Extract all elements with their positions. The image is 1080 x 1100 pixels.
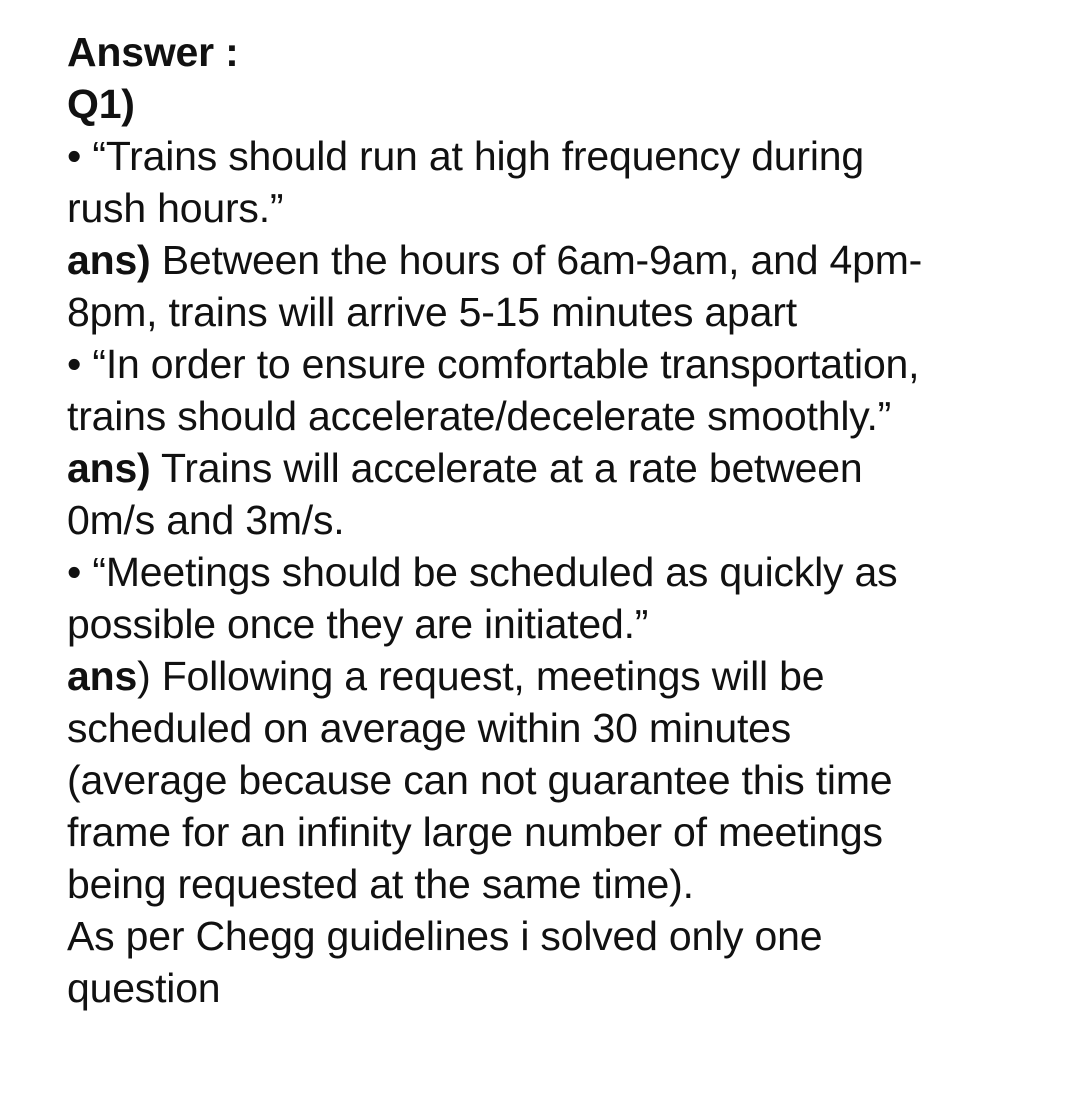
ans-prefix: ans) — [67, 237, 151, 283]
answer-line: 8pm, trains will arrive 5-15 minutes apart — [67, 289, 797, 335]
bullet-icon: • — [67, 341, 82, 387]
requirement-item — [67, 546, 1067, 910]
answer-line: frame for an infinity large number of meetings — [67, 809, 883, 855]
requirement-quote-line: trains should accelerate/decelerate smoothly.” — [67, 393, 892, 439]
bullet-icon: • — [67, 133, 82, 179]
requirement-quote-line: • “Meetings should be scheduled as quickly as — [67, 549, 898, 595]
requirement-item — [67, 130, 1067, 338]
requirement-quote-line: rush hours.” — [67, 185, 284, 231]
bullet-icon: • — [67, 549, 82, 595]
requirement-quote-line: • “In order to ensure comfortable transportation, — [67, 341, 920, 387]
answer-line: ans) Trains will accelerate at a rate between — [67, 445, 863, 491]
requirement-item — [67, 338, 1067, 546]
answer-line: (average because can not guarantee this time — [67, 757, 893, 803]
answer-line: 0m/s and 3m/s. — [67, 497, 345, 543]
ans-prefix: ans — [67, 653, 138, 699]
answer-line: ans) Following a request, meetings will be — [67, 653, 825, 699]
requirement-quote-line: • “Trains should run at high frequency during — [67, 133, 864, 179]
requirement-quote-line: possible once they are initiated.” — [67, 601, 649, 647]
answer-line: ans) Between the hours of 6am-9am, and 4pm- — [67, 237, 923, 283]
answer-heading: Answer : — [67, 29, 239, 75]
question-label: Q1) — [67, 81, 135, 127]
answer-document — [67, 26, 1067, 1014]
ans-prefix: ans) — [67, 445, 151, 491]
answer-line: scheduled on average within 30 minutes — [67, 705, 792, 751]
footer-note-line: question — [67, 965, 221, 1011]
footer-note-line: As per Chegg guidelines i solved only one — [67, 913, 823, 959]
answer-line: being requested at the same time). — [67, 861, 694, 907]
